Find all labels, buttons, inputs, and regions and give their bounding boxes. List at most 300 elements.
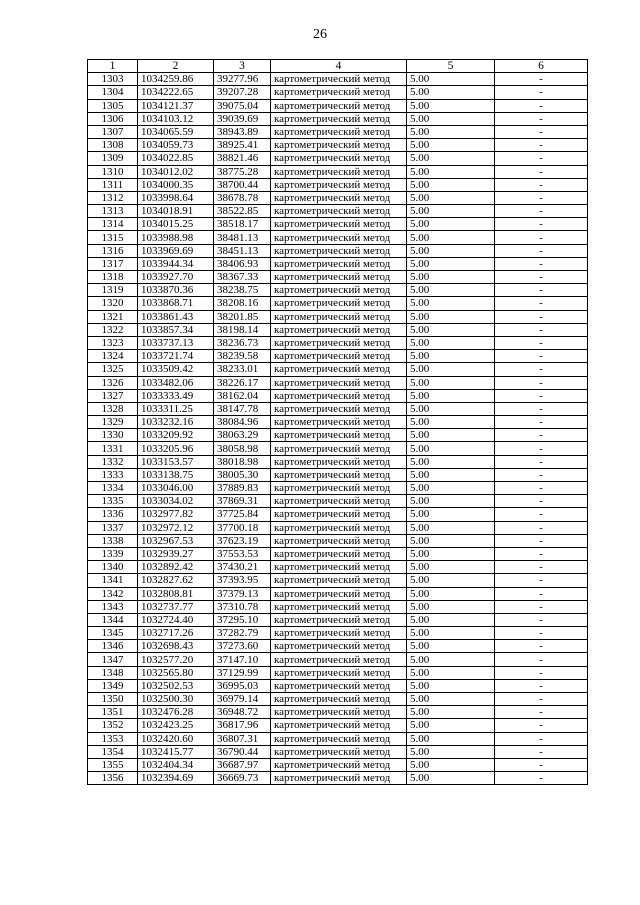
note-cell: - [495, 772, 588, 785]
x-coordinate-cell: 1032972.12 [138, 521, 214, 534]
y-coordinate-cell: 38233.01 [214, 363, 271, 376]
x-coordinate-cell: 1033944.34 [138, 257, 214, 270]
note-cell: - [495, 257, 588, 270]
accuracy-cell: 5.00 [407, 125, 495, 138]
x-coordinate-cell: 1033857.34 [138, 323, 214, 336]
x-coordinate-cell: 1033737.13 [138, 336, 214, 349]
table-row [88, 191, 588, 204]
accuracy-cell: 5.00 [407, 363, 495, 376]
accuracy-cell: 5.00 [407, 310, 495, 323]
y-coordinate-cell: 37869.31 [214, 495, 271, 508]
method-cell: картометрический метод [271, 587, 407, 600]
x-coordinate-cell: 1032977.82 [138, 508, 214, 521]
note-cell: - [495, 758, 588, 771]
table-row [88, 482, 588, 495]
x-coordinate-cell: 1032808.81 [138, 587, 214, 600]
point-number-cell: 1349 [88, 679, 138, 692]
table-row [88, 561, 588, 574]
point-number-cell: 1311 [88, 178, 138, 191]
accuracy-cell: 5.00 [407, 244, 495, 257]
accuracy-cell: 5.00 [407, 600, 495, 613]
method-cell: картометрический метод [271, 376, 407, 389]
x-coordinate-cell: 1034259.86 [138, 73, 214, 86]
method-cell: картометрический метод [271, 534, 407, 547]
method-cell: картометрический метод [271, 429, 407, 442]
note-cell: - [495, 152, 588, 165]
x-coordinate-cell: 1032827.62 [138, 574, 214, 587]
y-coordinate-cell: 37129.99 [214, 666, 271, 679]
y-coordinate-cell: 37725.84 [214, 508, 271, 521]
table-row [88, 468, 588, 481]
x-coordinate-cell: 1032698.43 [138, 640, 214, 653]
table-row [88, 547, 588, 560]
accuracy-cell: 5.00 [407, 706, 495, 719]
y-coordinate-cell: 38058.98 [214, 442, 271, 455]
table-row [88, 666, 588, 679]
note-cell: - [495, 745, 588, 758]
accuracy-cell: 5.00 [407, 271, 495, 284]
point-number-cell: 1313 [88, 205, 138, 218]
table-row [88, 574, 588, 587]
accuracy-cell: 5.00 [407, 323, 495, 336]
y-coordinate-cell: 38063.29 [214, 429, 271, 442]
y-coordinate-cell: 39207.28 [214, 86, 271, 99]
table-row [88, 152, 588, 165]
table-row [88, 244, 588, 257]
method-cell: картометрический метод [271, 125, 407, 138]
note-cell: - [495, 310, 588, 323]
y-coordinate-cell: 38678.78 [214, 191, 271, 204]
point-number-cell: 1335 [88, 495, 138, 508]
method-cell: картометрический метод [271, 495, 407, 508]
table-row [88, 758, 588, 771]
note-cell: - [495, 679, 588, 692]
method-cell: картометрический метод [271, 99, 407, 112]
point-number-cell: 1321 [88, 310, 138, 323]
table-row [88, 402, 588, 415]
method-cell: картометрический метод [271, 350, 407, 363]
point-number-cell: 1345 [88, 627, 138, 640]
point-number-cell: 1324 [88, 350, 138, 363]
y-coordinate-cell: 36995.03 [214, 679, 271, 692]
accuracy-cell: 5.00 [407, 205, 495, 218]
y-coordinate-cell: 38226.17 [214, 376, 271, 389]
y-coordinate-cell: 36979.14 [214, 693, 271, 706]
note-cell: - [495, 218, 588, 231]
x-coordinate-cell: 1033153.57 [138, 455, 214, 468]
note-cell: - [495, 653, 588, 666]
table-row [88, 640, 588, 653]
y-coordinate-cell: 38481.13 [214, 231, 271, 244]
note-cell: - [495, 627, 588, 640]
accuracy-cell: 5.00 [407, 257, 495, 270]
accuracy-cell: 5.00 [407, 521, 495, 534]
x-coordinate-cell: 1032476.28 [138, 706, 214, 719]
note-cell: - [495, 389, 588, 402]
method-cell: картометрический метод [271, 178, 407, 191]
method-cell: картометрический метод [271, 468, 407, 481]
accuracy-cell: 5.00 [407, 284, 495, 297]
note-cell: - [495, 561, 588, 574]
table-row [88, 363, 588, 376]
table-row [88, 600, 588, 613]
accuracy-cell: 5.00 [407, 455, 495, 468]
accuracy-cell: 5.00 [407, 574, 495, 587]
point-number-cell: 1333 [88, 468, 138, 481]
x-coordinate-cell: 1032500.30 [138, 693, 214, 706]
accuracy-cell: 5.00 [407, 402, 495, 415]
point-number-cell: 1319 [88, 284, 138, 297]
method-cell: картометрический метод [271, 284, 407, 297]
x-coordinate-cell: 1032737.77 [138, 600, 214, 613]
method-cell: картометрический метод [271, 706, 407, 719]
table-row [88, 534, 588, 547]
y-coordinate-cell: 38162.04 [214, 389, 271, 402]
y-coordinate-cell: 38406.93 [214, 257, 271, 270]
coordinates-table [87, 59, 588, 785]
y-coordinate-cell: 36807.31 [214, 732, 271, 745]
note-cell: - [495, 297, 588, 310]
x-coordinate-cell: 1034103.12 [138, 112, 214, 125]
note-cell: - [495, 271, 588, 284]
point-number-cell: 1341 [88, 574, 138, 587]
note-cell: - [495, 139, 588, 152]
point-number-cell: 1331 [88, 442, 138, 455]
accuracy-cell: 5.00 [407, 152, 495, 165]
table-row [88, 455, 588, 468]
point-number-cell: 1336 [88, 508, 138, 521]
x-coordinate-cell: 1033138.75 [138, 468, 214, 481]
method-cell: картометрический метод [271, 139, 407, 152]
method-cell: картометрический метод [271, 547, 407, 560]
column-header-2: 2 [138, 60, 214, 73]
x-coordinate-cell: 1034059.73 [138, 139, 214, 152]
accuracy-cell: 5.00 [407, 442, 495, 455]
x-coordinate-cell: 1034065.59 [138, 125, 214, 138]
table-row [88, 772, 588, 785]
point-number-cell: 1320 [88, 297, 138, 310]
method-cell: картометрический метод [271, 653, 407, 666]
table-row [88, 310, 588, 323]
point-number-cell: 1332 [88, 455, 138, 468]
point-number-cell: 1304 [88, 86, 138, 99]
point-number-cell: 1309 [88, 152, 138, 165]
x-coordinate-cell: 1033482.06 [138, 376, 214, 389]
table-row [88, 745, 588, 758]
method-cell: картометрический метод [271, 191, 407, 204]
y-coordinate-cell: 38018.98 [214, 455, 271, 468]
note-cell: - [495, 99, 588, 112]
y-coordinate-cell: 37553.53 [214, 547, 271, 560]
table-row [88, 178, 588, 191]
y-coordinate-cell: 37430.21 [214, 561, 271, 574]
method-cell: картометрический метод [271, 271, 407, 284]
y-coordinate-cell: 38201.85 [214, 310, 271, 323]
method-cell: картометрический метод [271, 482, 407, 495]
accuracy-cell: 5.00 [407, 508, 495, 521]
accuracy-cell: 5.00 [407, 561, 495, 574]
note-cell: - [495, 600, 588, 613]
y-coordinate-cell: 37889.83 [214, 482, 271, 495]
note-cell: - [495, 112, 588, 125]
accuracy-cell: 5.00 [407, 86, 495, 99]
x-coordinate-cell: 1034012.02 [138, 165, 214, 178]
table-row [88, 86, 588, 99]
table-row [88, 719, 588, 732]
y-coordinate-cell: 37700.18 [214, 521, 271, 534]
point-number-cell: 1353 [88, 732, 138, 745]
table-row [88, 73, 588, 86]
point-number-cell: 1344 [88, 613, 138, 626]
accuracy-cell: 5.00 [407, 112, 495, 125]
method-cell: картометрический метод [271, 745, 407, 758]
note-cell: - [495, 284, 588, 297]
column-header-6: 6 [495, 60, 588, 73]
table-row [88, 442, 588, 455]
table-row [88, 627, 588, 640]
table-row [88, 416, 588, 429]
x-coordinate-cell: 1033034.02 [138, 495, 214, 508]
method-cell: картометрический метод [271, 310, 407, 323]
y-coordinate-cell: 38367.33 [214, 271, 271, 284]
accuracy-cell: 5.00 [407, 640, 495, 653]
x-coordinate-cell: 1033870.36 [138, 284, 214, 297]
table-row [88, 323, 588, 336]
y-coordinate-cell: 37282.79 [214, 627, 271, 640]
y-coordinate-cell: 38518.17 [214, 218, 271, 231]
table-row [88, 350, 588, 363]
note-cell: - [495, 336, 588, 349]
point-number-cell: 1352 [88, 719, 138, 732]
x-coordinate-cell: 1034022.85 [138, 152, 214, 165]
point-number-cell: 1334 [88, 482, 138, 495]
x-coordinate-cell: 1033205.96 [138, 442, 214, 455]
point-number-cell: 1346 [88, 640, 138, 653]
y-coordinate-cell: 36669.73 [214, 772, 271, 785]
note-cell: - [495, 416, 588, 429]
y-coordinate-cell: 38775.28 [214, 165, 271, 178]
accuracy-cell: 5.00 [407, 336, 495, 349]
point-number-cell: 1326 [88, 376, 138, 389]
accuracy-cell: 5.00 [407, 693, 495, 706]
table-row [88, 587, 588, 600]
point-number-cell: 1312 [88, 191, 138, 204]
method-cell: картометрический метод [271, 389, 407, 402]
method-cell: картометрический метод [271, 758, 407, 771]
accuracy-cell: 5.00 [407, 534, 495, 547]
method-cell: картометрический метод [271, 86, 407, 99]
x-coordinate-cell: 1032967.53 [138, 534, 214, 547]
table-row [88, 613, 588, 626]
column-header-4: 4 [271, 60, 407, 73]
x-coordinate-cell: 1032565.80 [138, 666, 214, 679]
point-number-cell: 1337 [88, 521, 138, 534]
method-cell: картометрический метод [271, 416, 407, 429]
x-coordinate-cell: 1033998.64 [138, 191, 214, 204]
y-coordinate-cell: 38005.30 [214, 468, 271, 481]
note-cell: - [495, 640, 588, 653]
x-coordinate-cell: 1032423.25 [138, 719, 214, 732]
method-cell: картометрический метод [271, 152, 407, 165]
method-cell: картометрический метод [271, 257, 407, 270]
column-header-5: 5 [407, 60, 495, 73]
note-cell: - [495, 165, 588, 178]
table-row [88, 653, 588, 666]
method-cell: картометрический метод [271, 521, 407, 534]
point-number-cell: 1328 [88, 402, 138, 415]
table-row [88, 284, 588, 297]
accuracy-cell: 5.00 [407, 99, 495, 112]
note-cell: - [495, 732, 588, 745]
y-coordinate-cell: 38451.13 [214, 244, 271, 257]
point-number-cell: 1354 [88, 745, 138, 758]
table-row [88, 495, 588, 508]
y-coordinate-cell: 36817.96 [214, 719, 271, 732]
accuracy-cell: 5.00 [407, 732, 495, 745]
x-coordinate-cell: 1033988.98 [138, 231, 214, 244]
x-coordinate-cell: 1033721.74 [138, 350, 214, 363]
y-coordinate-cell: 38208.16 [214, 297, 271, 310]
accuracy-cell: 5.00 [407, 178, 495, 191]
y-coordinate-cell: 37273.60 [214, 640, 271, 653]
note-cell: - [495, 429, 588, 442]
point-number-cell: 1330 [88, 429, 138, 442]
method-cell: картометрический метод [271, 442, 407, 455]
x-coordinate-cell: 1032939.27 [138, 547, 214, 560]
x-coordinate-cell: 1032717.26 [138, 627, 214, 640]
point-number-cell: 1317 [88, 257, 138, 270]
table-row [88, 218, 588, 231]
table-row [88, 679, 588, 692]
point-number-cell: 1323 [88, 336, 138, 349]
method-cell: картометрический метод [271, 679, 407, 692]
note-cell: - [495, 231, 588, 244]
x-coordinate-cell: 1034018.91 [138, 205, 214, 218]
method-cell: картометрический метод [271, 666, 407, 679]
x-coordinate-cell: 1034222.65 [138, 86, 214, 99]
note-cell: - [495, 73, 588, 86]
note-cell: - [495, 693, 588, 706]
note-cell: - [495, 587, 588, 600]
method-cell: картометрический метод [271, 627, 407, 640]
method-cell: картометрический метод [271, 73, 407, 86]
note-cell: - [495, 363, 588, 376]
x-coordinate-cell: 1034015.25 [138, 218, 214, 231]
point-number-cell: 1342 [88, 587, 138, 600]
x-coordinate-cell: 1033927.70 [138, 271, 214, 284]
table-row [88, 389, 588, 402]
note-cell: - [495, 719, 588, 732]
note-cell: - [495, 521, 588, 534]
table-row [88, 271, 588, 284]
y-coordinate-cell: 37310.78 [214, 600, 271, 613]
y-coordinate-cell: 38198.14 [214, 323, 271, 336]
table-row [88, 429, 588, 442]
accuracy-cell: 5.00 [407, 495, 495, 508]
y-coordinate-cell: 38943.89 [214, 125, 271, 138]
method-cell: картометрический метод [271, 613, 407, 626]
y-coordinate-cell: 38238.75 [214, 284, 271, 297]
method-cell: картометрический метод [271, 640, 407, 653]
y-coordinate-cell: 38522.85 [214, 205, 271, 218]
accuracy-cell: 5.00 [407, 468, 495, 481]
point-number-cell: 1355 [88, 758, 138, 771]
point-number-cell: 1315 [88, 231, 138, 244]
note-cell: - [495, 455, 588, 468]
point-number-cell: 1305 [88, 99, 138, 112]
y-coordinate-cell: 37147.10 [214, 653, 271, 666]
note-cell: - [495, 547, 588, 560]
table-row [88, 521, 588, 534]
point-number-cell: 1338 [88, 534, 138, 547]
note-cell: - [495, 574, 588, 587]
table-row [88, 139, 588, 152]
accuracy-cell: 5.00 [407, 745, 495, 758]
note-cell: - [495, 482, 588, 495]
x-coordinate-cell: 1033311.25 [138, 402, 214, 415]
method-cell: картометрический метод [271, 561, 407, 574]
y-coordinate-cell: 39075.04 [214, 99, 271, 112]
x-coordinate-cell: 1033861.43 [138, 310, 214, 323]
point-number-cell: 1329 [88, 416, 138, 429]
method-cell: картометрический метод [271, 402, 407, 415]
point-number-cell: 1316 [88, 244, 138, 257]
accuracy-cell: 5.00 [407, 350, 495, 363]
accuracy-cell: 5.00 [407, 139, 495, 152]
accuracy-cell: 5.00 [407, 429, 495, 442]
table-row [88, 165, 588, 178]
y-coordinate-cell: 38236.73 [214, 336, 271, 349]
table-row [88, 125, 588, 138]
x-coordinate-cell: 1032577.20 [138, 653, 214, 666]
y-coordinate-cell: 38925.41 [214, 139, 271, 152]
table-row [88, 297, 588, 310]
y-coordinate-cell: 37393.95 [214, 574, 271, 587]
x-coordinate-cell: 1032394.69 [138, 772, 214, 785]
point-number-cell: 1343 [88, 600, 138, 613]
method-cell: картометрический метод [271, 719, 407, 732]
page-number: 26 [313, 27, 327, 42]
table-row [88, 508, 588, 521]
note-cell: - [495, 191, 588, 204]
note-cell: - [495, 323, 588, 336]
note-cell: - [495, 442, 588, 455]
method-cell: картометрический метод [271, 455, 407, 468]
x-coordinate-cell: 1032415.77 [138, 745, 214, 758]
method-cell: картометрический метод [271, 574, 407, 587]
accuracy-cell: 5.00 [407, 666, 495, 679]
accuracy-cell: 5.00 [407, 482, 495, 495]
method-cell: картометрический метод [271, 112, 407, 125]
note-cell: - [495, 125, 588, 138]
y-coordinate-cell: 36948.72 [214, 706, 271, 719]
method-cell: картометрический метод [271, 693, 407, 706]
note-cell: - [495, 350, 588, 363]
y-coordinate-cell: 37623.19 [214, 534, 271, 547]
method-cell: картометрический метод [271, 600, 407, 613]
y-coordinate-cell: 36790.44 [214, 745, 271, 758]
column-header-1: 1 [88, 60, 138, 73]
method-cell: картометрический метод [271, 244, 407, 257]
accuracy-cell: 5.00 [407, 231, 495, 244]
accuracy-cell: 5.00 [407, 587, 495, 600]
point-number-cell: 1307 [88, 125, 138, 138]
point-number-cell: 1306 [88, 112, 138, 125]
table-row [88, 112, 588, 125]
point-number-cell: 1351 [88, 706, 138, 719]
accuracy-cell: 5.00 [407, 218, 495, 231]
y-coordinate-cell: 37379.13 [214, 587, 271, 600]
